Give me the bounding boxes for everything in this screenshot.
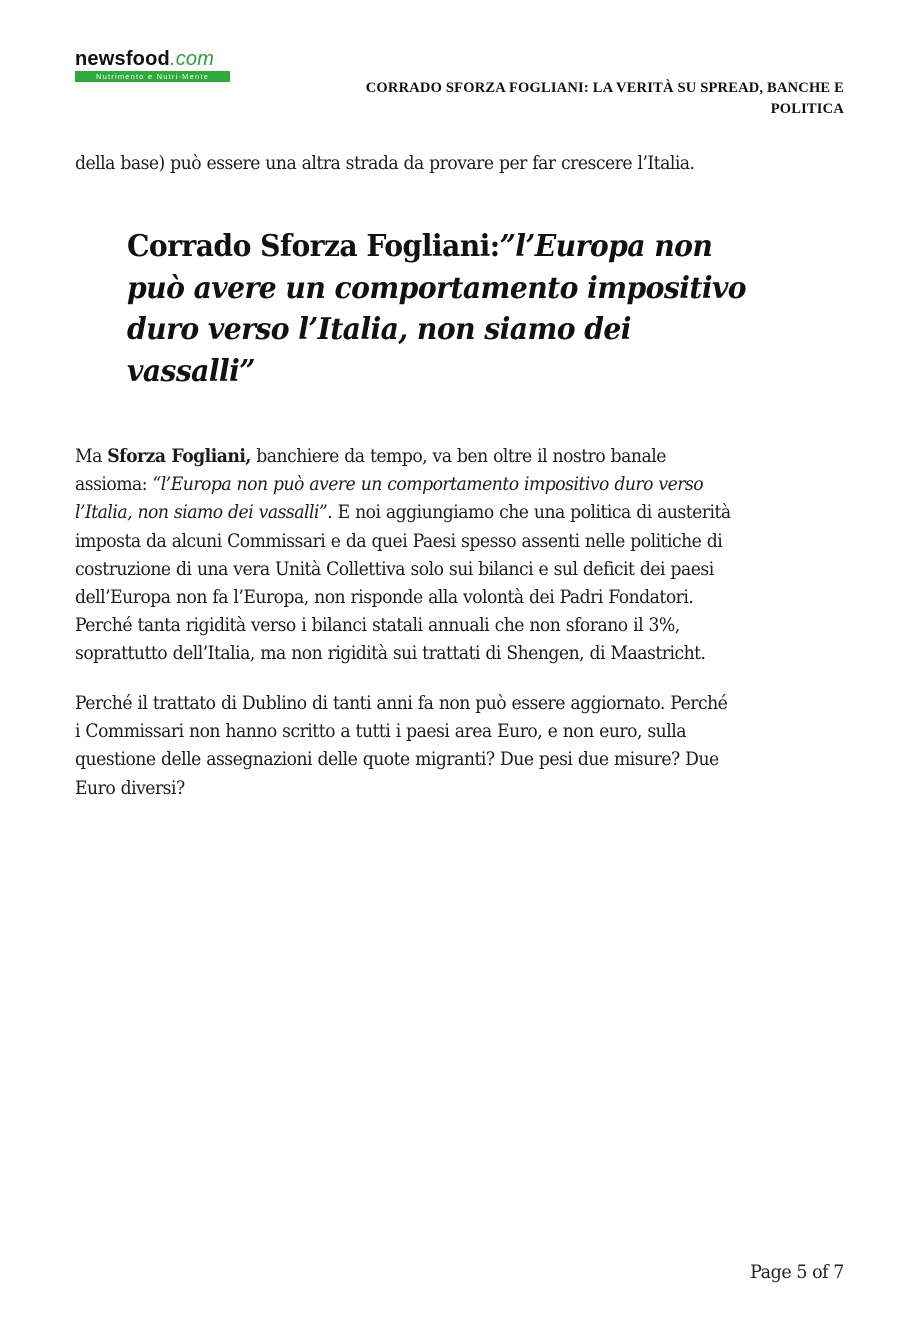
text-line: dell’Europa non fa l’Europa, non risponde alla volontà dei Padri Fondatori. [75, 587, 694, 609]
running-title-line: CORRADO SFORZA FOGLIANI: LA VERITÀ SU SPREAD, BANCHE E [365, 80, 844, 96]
text-line: questione delle assegnazioni delle quote migranti? Due pesi due misure? Due [75, 749, 719, 771]
text-line: soprattutto dell’Italia, ma non rigidità sui trattati di Shengen, di Maastricht. [75, 643, 706, 665]
text-span: assioma: [75, 474, 153, 496]
newsfood-logo [75, 48, 231, 82]
text-line [75, 471, 849, 499]
text-span: . E noi aggiungiamo che una politica di austerità [327, 502, 731, 524]
pull-quote-line [127, 226, 785, 268]
text-line [75, 499, 849, 527]
logo-tagline: Nutrimento e Nutri-Mente [75, 71, 230, 82]
text-line: Perché tanta rigidità verso i bilanci statali annuali che non sforano il 3%, [75, 615, 680, 637]
running-header-title [284, 78, 844, 120]
text-line [75, 443, 849, 471]
text-line: Perché il trattato di Dublino di tanti anni fa non può essere aggiornato. Perché [75, 693, 728, 714]
text-span: banchiere da tempo, va ben oltre il nostro banale [250, 446, 666, 467]
logo-suffix: .com [169, 48, 215, 70]
pull-quote-line: può avere un comportamento impositivo [127, 270, 747, 306]
pull-quote-text: ”l’Europa non [499, 229, 713, 264]
text-line: costruzione di una vera Unità Collettiva solo sui bilanci e sul deficit dei paesi [75, 558, 714, 580]
bold-name: Sforza Fogliani, [107, 446, 251, 467]
running-title-line: POLITICA [770, 101, 844, 117]
pull-quote-line: duro verso l’Italia, non siamo dei [127, 312, 631, 347]
text-line: imposta da alcuni Commissari e da quei Paesi spesso assenti nelle politiche di [75, 530, 723, 552]
pull-quote-line: vassalli” [127, 353, 255, 389]
page-number: Page 5 of 7 [750, 1261, 844, 1283]
paragraph-dublino [75, 690, 849, 803]
continued-paragraph: della base) può essere una altra strada da provare per far crescere l’Italia. [75, 153, 695, 174]
pull-quote-heading [127, 226, 785, 392]
italic-quote: “l’Europa non può avere un comportamento impositivo duro verso [152, 474, 704, 496]
text-span: Ma [75, 446, 108, 467]
paragraph-sforza-fogliani [75, 443, 849, 669]
text-line: Euro diversi? [75, 777, 185, 799]
italic-quote: l’Italia, non siamo dei vassalli” [75, 502, 328, 524]
logo-wordmark [75, 48, 231, 70]
text-line: i Commissari non hanno scritto a tutti i paesi area Euro, e non euro, sulla [75, 721, 686, 743]
pull-quote-speaker: Corrado Sforza Fogliani: [127, 229, 500, 264]
logo-name: newsfood [75, 48, 170, 70]
